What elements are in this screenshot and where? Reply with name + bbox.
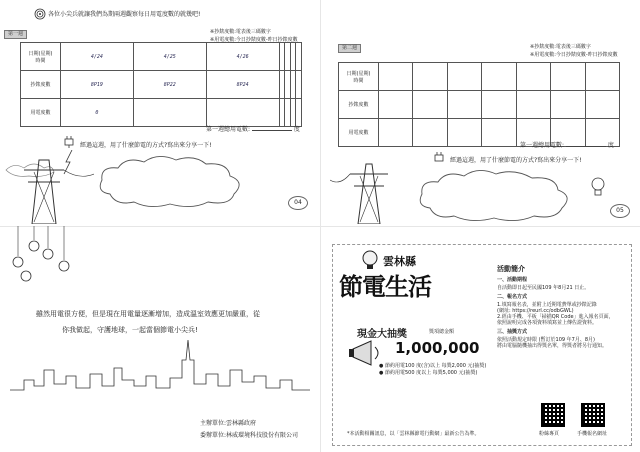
- activity-line: 將由電腦隨機抽出得獎名單，得獎者將另行通知。: [497, 343, 608, 349]
- executor-text: 委辦單位:林威環境科技股份有限公司: [200, 432, 299, 439]
- usage-cell: [379, 119, 413, 147]
- date-cell: 4/25: [133, 43, 206, 71]
- usage-cell: [206, 99, 279, 127]
- worksheet-page-week2: [320, 0, 640, 226]
- organizer-text: 主辦單位:雲林縣政府: [200, 420, 257, 427]
- usage-cell: [133, 99, 206, 127]
- usage-cell: [482, 119, 516, 147]
- date-cell: 4/26: [206, 43, 279, 71]
- reading-cell: 8P22: [133, 71, 206, 99]
- qr-label-fanpage: 粉絲專頁: [539, 431, 560, 437]
- plug-icon: [432, 150, 446, 164]
- usage-cell: 0: [61, 99, 134, 127]
- row-label-usage: 用電度數: [339, 119, 379, 147]
- cloud-writing-area: [416, 166, 576, 222]
- date-cell: [551, 63, 585, 91]
- reading-cell: [551, 91, 585, 119]
- activity-details: [497, 277, 627, 349]
- reading-cell: [379, 91, 413, 119]
- activity-line: 依照說明完成各項資料填寫並上傳佐證資料。: [497, 320, 598, 326]
- date-cell: [296, 43, 302, 71]
- power-tower-illustration: [4, 150, 94, 224]
- poster-footnote: *本活動相關訊息，以「雲林縣節電行動網」最新公告為準。: [347, 431, 480, 437]
- message-line: 雖然用電很方便，但是現在用電量逐漸增加，造成溫室效應更加嚴重，從: [36, 310, 260, 318]
- total-label: 第一週總用電數: 度: [520, 142, 614, 149]
- prize-subtitle: 獎項總金額: [429, 329, 455, 335]
- usage-cell: [296, 99, 302, 127]
- prize-detail: ● 節約用電500 度以上 每獎5,000 元(抽獎): [379, 370, 478, 376]
- city-skyline-illustration: [10, 340, 310, 396]
- date-cell: [379, 63, 413, 91]
- activity-line: 三、抽獎方式: [497, 329, 528, 335]
- note-meter-reading: ※抄錶度數:電表後三碼數字: [530, 44, 591, 50]
- date-cell: [482, 63, 516, 91]
- usage-table: [338, 62, 620, 147]
- cash-prize-panel: [349, 319, 495, 389]
- activity-line: 自活動即日起至民國109 年8月21 日止。: [497, 285, 590, 291]
- hanging-lightbulbs-illustration: [4, 226, 80, 284]
- prize-amount: 1,000,000: [395, 339, 480, 357]
- message-page: [0, 226, 320, 452]
- note-usage: ※用電度數:今日抄錶度數-昨日抄錶度數: [210, 37, 298, 43]
- date-cell: [413, 63, 447, 91]
- reading-cell: [516, 91, 550, 119]
- prize-title: 現金大抽獎: [357, 329, 407, 340]
- activity-line: 依照活動規定時限 (暫訂於109 年7月、8月): [497, 337, 595, 343]
- activity-line: 一、活動期程: [497, 277, 528, 283]
- total-label: 第一週總用電數: 度: [206, 126, 300, 133]
- reading-cell: [296, 71, 302, 99]
- reflection-question: 經過這週，用了什麼節電的方式?寫出來分享一下!: [450, 157, 582, 164]
- qr-label-signup: 手機報名網址: [577, 431, 608, 437]
- date-cell: 4/24: [61, 43, 134, 71]
- row-label-usage: 用電度數: [21, 99, 61, 127]
- cloud-writing-area: [96, 152, 246, 208]
- row-label-reading: 抄錶度數: [21, 71, 61, 99]
- activity-heading: 活動簡介: [497, 265, 525, 273]
- page-number: 04: [288, 196, 308, 210]
- reading-cell: [413, 91, 447, 119]
- usage-cell: [413, 119, 447, 147]
- reflection-question: 經過這週，用了什麼節電的方式?寫出來分享一下!: [80, 142, 212, 149]
- intro-text: 各位小尖兵就讓我們為期兩週觀察每日用電度數的就幾吧!: [48, 11, 201, 18]
- date-cell: [516, 63, 550, 91]
- activity-line: 2.經由手機、平板「掃描QR Code」進入報名頁面，: [497, 314, 614, 320]
- reading-cell: [447, 91, 481, 119]
- prize-detail: ● 節約用電100 度(含)以上 每獎2,000 元(抽獎): [379, 363, 487, 369]
- activity-line: 二、報名方式: [497, 294, 528, 300]
- reading-cell: [482, 91, 516, 119]
- usage-table: [20, 42, 302, 127]
- signup-qr-code[interactable]: [581, 403, 605, 427]
- power-tower-illustration: [330, 160, 410, 224]
- week-tag: 第一週: [4, 30, 27, 39]
- campaign-title: 節電生活: [339, 273, 431, 301]
- campaign-poster: [332, 244, 632, 446]
- reading-cell: 8P24: [206, 71, 279, 99]
- page-number: 05: [610, 204, 630, 218]
- reading-cell: 8P19: [61, 71, 134, 99]
- activity-line: 1.填寫報名表，並附上近期電費單或抄錶記錄: [497, 302, 597, 308]
- row-label-date: 日期(星期) 時間: [21, 43, 61, 71]
- row-label-date: 日期(星期) 時間: [339, 63, 379, 91]
- activity-line: (網址: https://reurl.cc/odbGWL): [497, 308, 574, 314]
- fanpage-qr-code[interactable]: [541, 403, 565, 427]
- note-meter-reading: ※抄錶度數:電表後三碼數字: [210, 29, 271, 35]
- date-cell: [447, 63, 481, 91]
- row-label-reading: 抄錶度數: [339, 91, 379, 119]
- worksheet-page-week1: [0, 0, 320, 226]
- date-cell: [585, 63, 619, 91]
- reading-cell: [585, 91, 619, 119]
- spiral-icon: [34, 8, 46, 20]
- usage-cell: [447, 119, 481, 147]
- week-tag: 第二週: [338, 44, 361, 53]
- lightbulb-icon: [590, 176, 606, 198]
- message-line: 你我做起，守護地球，一起當個節電小尖兵!: [62, 326, 198, 334]
- county-label: 雲林縣: [383, 255, 416, 268]
- plug-icon: [62, 134, 76, 148]
- note-usage: ※用電度數:今日抄錶度數-昨日抄錶度數: [530, 52, 618, 58]
